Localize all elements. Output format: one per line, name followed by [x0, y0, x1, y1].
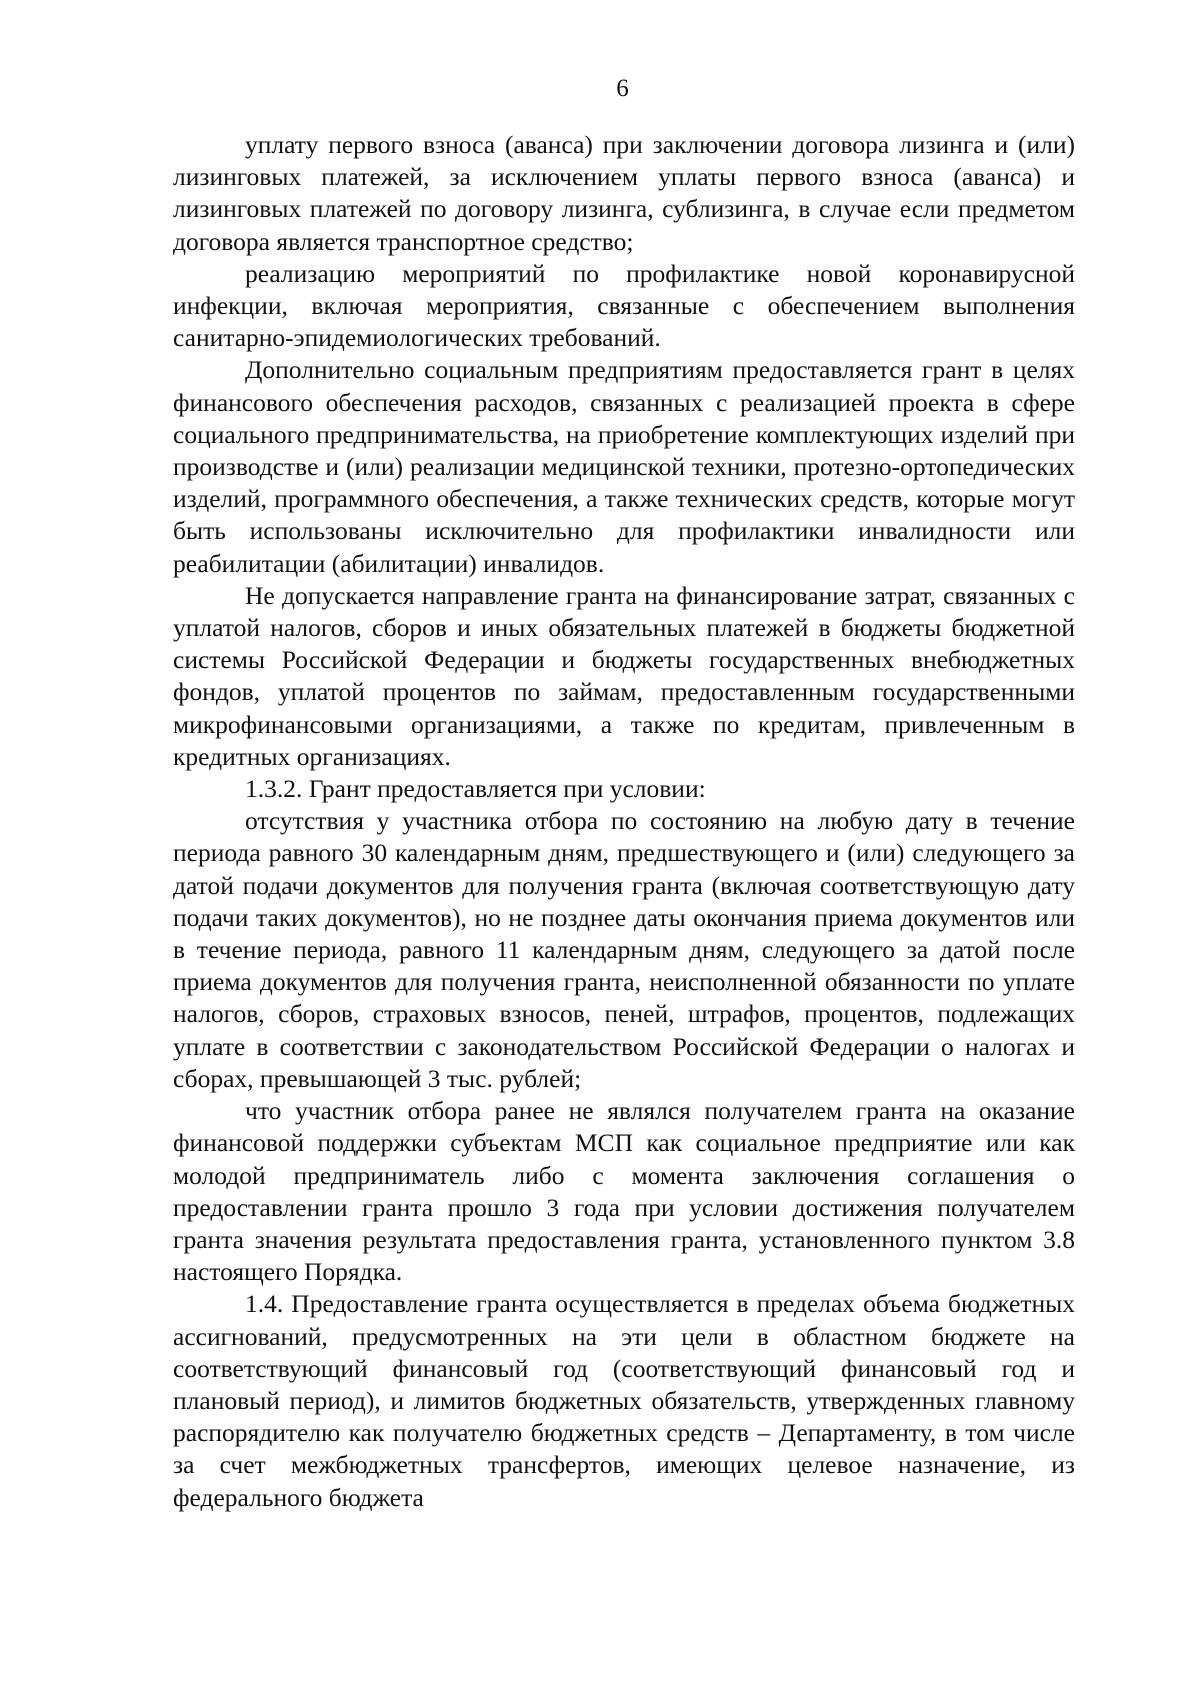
document-body: [173, 129, 1075, 1514]
page-number: 6: [616, 75, 629, 102]
paragraph: Дополнительно социальным предприятиям предоставляется грант в целях финансового обеспечения расходов, связанных с реализацией проекта в сфере социального предпринимательства, на приобретение комплектующих изделий при производстве и (или) реализации медицинской техники, протезно-ортопедических изделий, программного обеспечения, а также технических средств, которые могут быть использованы исключительно для профилактики инвалидности или реабилитации (абилитации) инвалидов.: [173, 355, 1075, 578]
paragraph: реализацию мероприятий по профилактике новой коронавирусной инфекции, включая мероприятия, связанные с обеспечением выполнения санитарно-эпидемиологических требований.: [173, 258, 1075, 353]
paragraph: 1.4. Предоставление гранта осуществляется в пределах объема бюджетных ассигнований, предусмотренных на эти цели в областном бюджете на соответствующий финансовый год (соответствующий финансовый год и плановый период), и лимитов бюджетных обязательств, утвержденных главному распорядителю как получателю бюджетных средств – Департаменту, в том числе за счет межбюджетных трансфертов, имеющих целевое назначение, из федерального бюджета: [173, 1289, 1075, 1512]
paragraph: Не допускается направление гранта на финансирование затрат, связанных с уплатой налогов, сборов и иных обязательных платежей в бюджеты бюджетной системы Российской Федерации и бюджеты государственных внебюджетных фондов, уплатой процентов по займам, предоставленным государственными микрофинансовыми организациями, а также по кредитам, привлеченным в кредитных организациях.: [173, 580, 1075, 771]
paragraph: отсутствия у участника отбора по состоянию на любую дату в течение периода равного 30 календарным дням, предшествующего и (или) следующего за датой подачи документов для получения гранта (включая соответствующую дату подачи таких документов), но не позднее даты окончания приема документов или в течение периода, равного 11 календарным дням, следующего за датой после приема документов для получения гранта, неисполненной обязанности по уплате налогов, сборов, страховых взносов, пеней, штрафов, процентов, подлежащих уплате в соответствии с законодательством Российской Федерации о налогах и сборах, превышающей 3 тыс. рублей;: [173, 806, 1075, 1093]
paragraph: уплату первого взноса (аванса) при заключении договора лизинга и (или) лизинговых платежей, за исключением уплаты первого взноса (аванса) и лизинговых платежей по договору лизинга, сублизинга, в случае если предметом договора является транспортное средство;: [173, 130, 1075, 256]
paragraph: что участник отбора ранее не являлся получателем гранта на оказание финансовой поддержки субъектам МСП как социальное предприятие или как молодой предприниматель либо с момента заключения соглашения о предоставлении гранта прошло 3 года при условии достижения получателем гранта значения результата предоставления гранта, установленного пунктом 3.8 настоящего Порядка.: [173, 1096, 1075, 1287]
paragraph: 1.3.2. Грант предоставляется при условии:: [245, 774, 706, 804]
